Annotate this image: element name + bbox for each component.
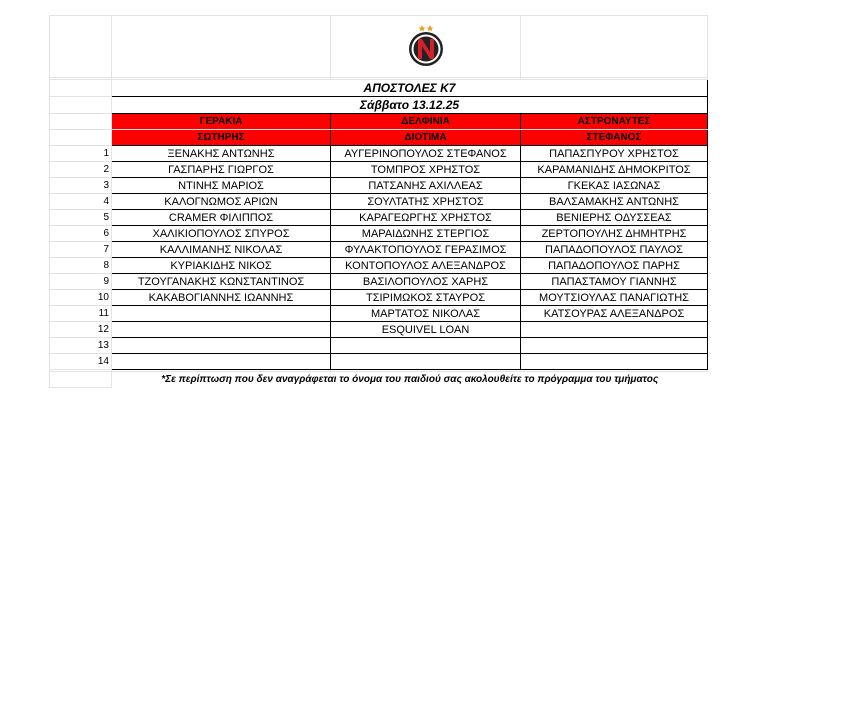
player-cell: ΠΑΤΣΑΝΗΣ ΑΧΙΛΛΕΑΣ [331, 178, 521, 194]
table-row [50, 338, 708, 354]
player-cell: ΚΑΚΑΒΟΓΙΑΝΝΗΣ ΙΩΑΝΝΗΣ [112, 290, 331, 306]
player-cell: ΒΑΣΙΛΟΠΟΥΛΟΣ ΧΑΡΗΣ [331, 274, 521, 290]
player-cell: ΠΑΠΑΔΟΠΟΥΛΟΣ ΠΑΥΛΟΣ [521, 242, 708, 258]
team-names-row [50, 114, 708, 130]
row-number: 14 [50, 354, 112, 370]
player-cell [112, 306, 331, 322]
player-cell: ΖΕΡΤΟΠΟΥΛΗΣ ΔΗΜΗΤΡΗΣ [521, 226, 708, 242]
logo-row [50, 16, 708, 78]
row-number: 10 [50, 290, 112, 306]
sheet-title: ΑΠΟΣΤΟΛΕΣ Κ7 [112, 80, 708, 97]
player-cell: ΜΟΥΤΣΙΟΥΛΑΣ ΠΑΝΑΓΙΩΤΗΣ [521, 290, 708, 306]
player-cell: ΚΥΡΙΑΚΙΔΗΣ ΝΙΚΟΣ [112, 258, 331, 274]
row-number: 13 [50, 338, 112, 354]
table-row [50, 274, 708, 290]
player-cell [112, 322, 331, 338]
table-row [50, 194, 708, 210]
footnote: *Σε περίπτωση που δεν αναγράφεται το όνομα του παιδιού σας ακολουθείτε το πρόγραμμα του τμήματος [161, 373, 659, 385]
row-number: 6 [50, 226, 112, 242]
table-row [50, 290, 708, 306]
row-number: 4 [50, 194, 112, 210]
note-row [50, 372, 708, 388]
player-cell: ΒΑΛΣΑΜΑΚΗΣ ΑΝΤΩΝΗΣ [521, 194, 708, 210]
player-cell [331, 338, 521, 354]
player-cell [112, 338, 331, 354]
table-row [50, 306, 708, 322]
team-name: ΓΕΡΑΚΙΑ [112, 114, 331, 130]
title-row [50, 80, 708, 97]
player-cell: ΧΑΛΙΚΙΟΠΟΥΛΟΣ ΣΠΥΡΟΣ [112, 226, 331, 242]
table-row [50, 226, 708, 242]
player-cell: ΜΑΡΑΙΔΩΝΗΣ ΣΤΕΡΓΙΟΣ [331, 226, 521, 242]
player-cell: ΑΥΓΕΡΙΝΟΠΟΥΛΟΣ ΣΤΕΦΑΝΟΣ [331, 146, 521, 162]
coach-names-row [50, 130, 708, 146]
player-cell: ΒΕΝΙΕΡΗΣ ΟΔΥΣΣΕΑΣ [521, 210, 708, 226]
sheet-date: Σάββατο 13.12.25 [112, 97, 708, 114]
row-number: 1 [50, 146, 112, 162]
player-cell: ΚΑΤΣΟΥΡΑΣ ΑΛΕΞΑΝΔΡΟΣ [521, 306, 708, 322]
player-cell: ΓΚΕΚΑΣ ΙΑΣΩΝΑΣ [521, 178, 708, 194]
table-row [50, 242, 708, 258]
player-cell: ΞΕΝΑΚΗΣ ΑΝΤΩΝΗΣ [112, 146, 331, 162]
player-cell [331, 354, 521, 370]
team-name: ΑΣΤΡΟΝΑΥΤΕΣ [521, 114, 708, 130]
player-cell: ESQUIVEL LOAN [331, 322, 521, 338]
spreadsheet [49, 15, 707, 388]
player-cell: ΚΑΡΑΜΑΝΙΔΗΣ ΔΗΜΟΚΡΙΤΟΣ [521, 162, 708, 178]
player-cell: ΚΑΛΛΙΜΑΝΗΣ ΝΙΚΟΛΑΣ [112, 242, 331, 258]
table-row [50, 210, 708, 226]
player-cell: ΣΟΥΛΤΑΤΗΣ ΧΡΗΣΤΟΣ [331, 194, 521, 210]
player-cell: ΚΑΛΟΓΝΩΜΟΣ ΑΡΙΩΝ [112, 194, 331, 210]
coach-name: ΔΙΟΤΙΜΑ [331, 130, 521, 146]
row-number: 2 [50, 162, 112, 178]
row-number: 7 [50, 242, 112, 258]
player-cell: ΚΟΝΤΟΠΟΥΛΟΣ ΑΛΕΞΑΝΔΡΟΣ [331, 258, 521, 274]
row-number: 12 [50, 322, 112, 338]
player-cell: ΝΤΙΝΗΣ ΜΑΡΙΟΣ [112, 178, 331, 194]
row-number: 5 [50, 210, 112, 226]
player-cell: ΚΑΡΑΓΕΩΡΓΗΣ ΧΡΗΣΤΟΣ [331, 210, 521, 226]
player-cell: ΤΣΙΡΙΜΩΚΟΣ ΣΤΑΥΡΟΣ [331, 290, 521, 306]
player-cell [521, 338, 708, 354]
player-cell: ΤΖΟΥΓΑΝΑΚΗΣ ΚΩΝΣΤΑΝΤΙΝΟΣ [112, 274, 331, 290]
table-row [50, 146, 708, 162]
team-name: ΔΕΛΦΙΝΙΑ [331, 114, 521, 130]
table-row [50, 178, 708, 194]
player-cell: ΓΑΣΠΑΡΗΣ ΓΙΩΡΓΟΣ [112, 162, 331, 178]
player-cell [521, 322, 708, 338]
player-cell: ΠΑΠΑΣΤΑΜΟΥ ΓΙΑΝΝΗΣ [521, 274, 708, 290]
player-cell [521, 354, 708, 370]
player-rows [50, 146, 708, 370]
player-cell: CRAMER ΦΙΛΙΠΠΟΣ [112, 210, 331, 226]
player-cell: ΜΑΡΤΑΤΟΣ ΝΙΚΟΛΑΣ [331, 306, 521, 322]
schedule-table [49, 15, 708, 388]
player-cell [112, 354, 331, 370]
player-cell: ΤΟΜΠΡΟΣ ΧΡΗΣΤΟΣ [331, 162, 521, 178]
row-number: 11 [50, 306, 112, 322]
table-row [50, 258, 708, 274]
player-cell: ΠΑΠΑΣΠΥΡΟΥ ΧΡΗΣΤΟΣ [521, 146, 708, 162]
table-row [50, 162, 708, 178]
coach-name: ΣΩΤΗΡΗΣ [112, 130, 331, 146]
coach-name: ΣΤΕΦΑΝΟΣ [521, 130, 708, 146]
row-number: 9 [50, 274, 112, 290]
row-number: 8 [50, 258, 112, 274]
row-number: 3 [50, 178, 112, 194]
logo-cell [331, 16, 521, 78]
date-row [50, 97, 708, 114]
table-row [50, 322, 708, 338]
table-row [50, 354, 708, 370]
player-cell: ΠΑΠΑΔΟΠΟΥΛΟΣ ΠΑΡΗΣ [521, 258, 708, 274]
club-logo-icon [404, 22, 448, 68]
player-cell: ΦΥΛΑΚΤΟΠΟΥΛΟΣ ΓΕΡΑΣΙΜΟΣ [331, 242, 521, 258]
